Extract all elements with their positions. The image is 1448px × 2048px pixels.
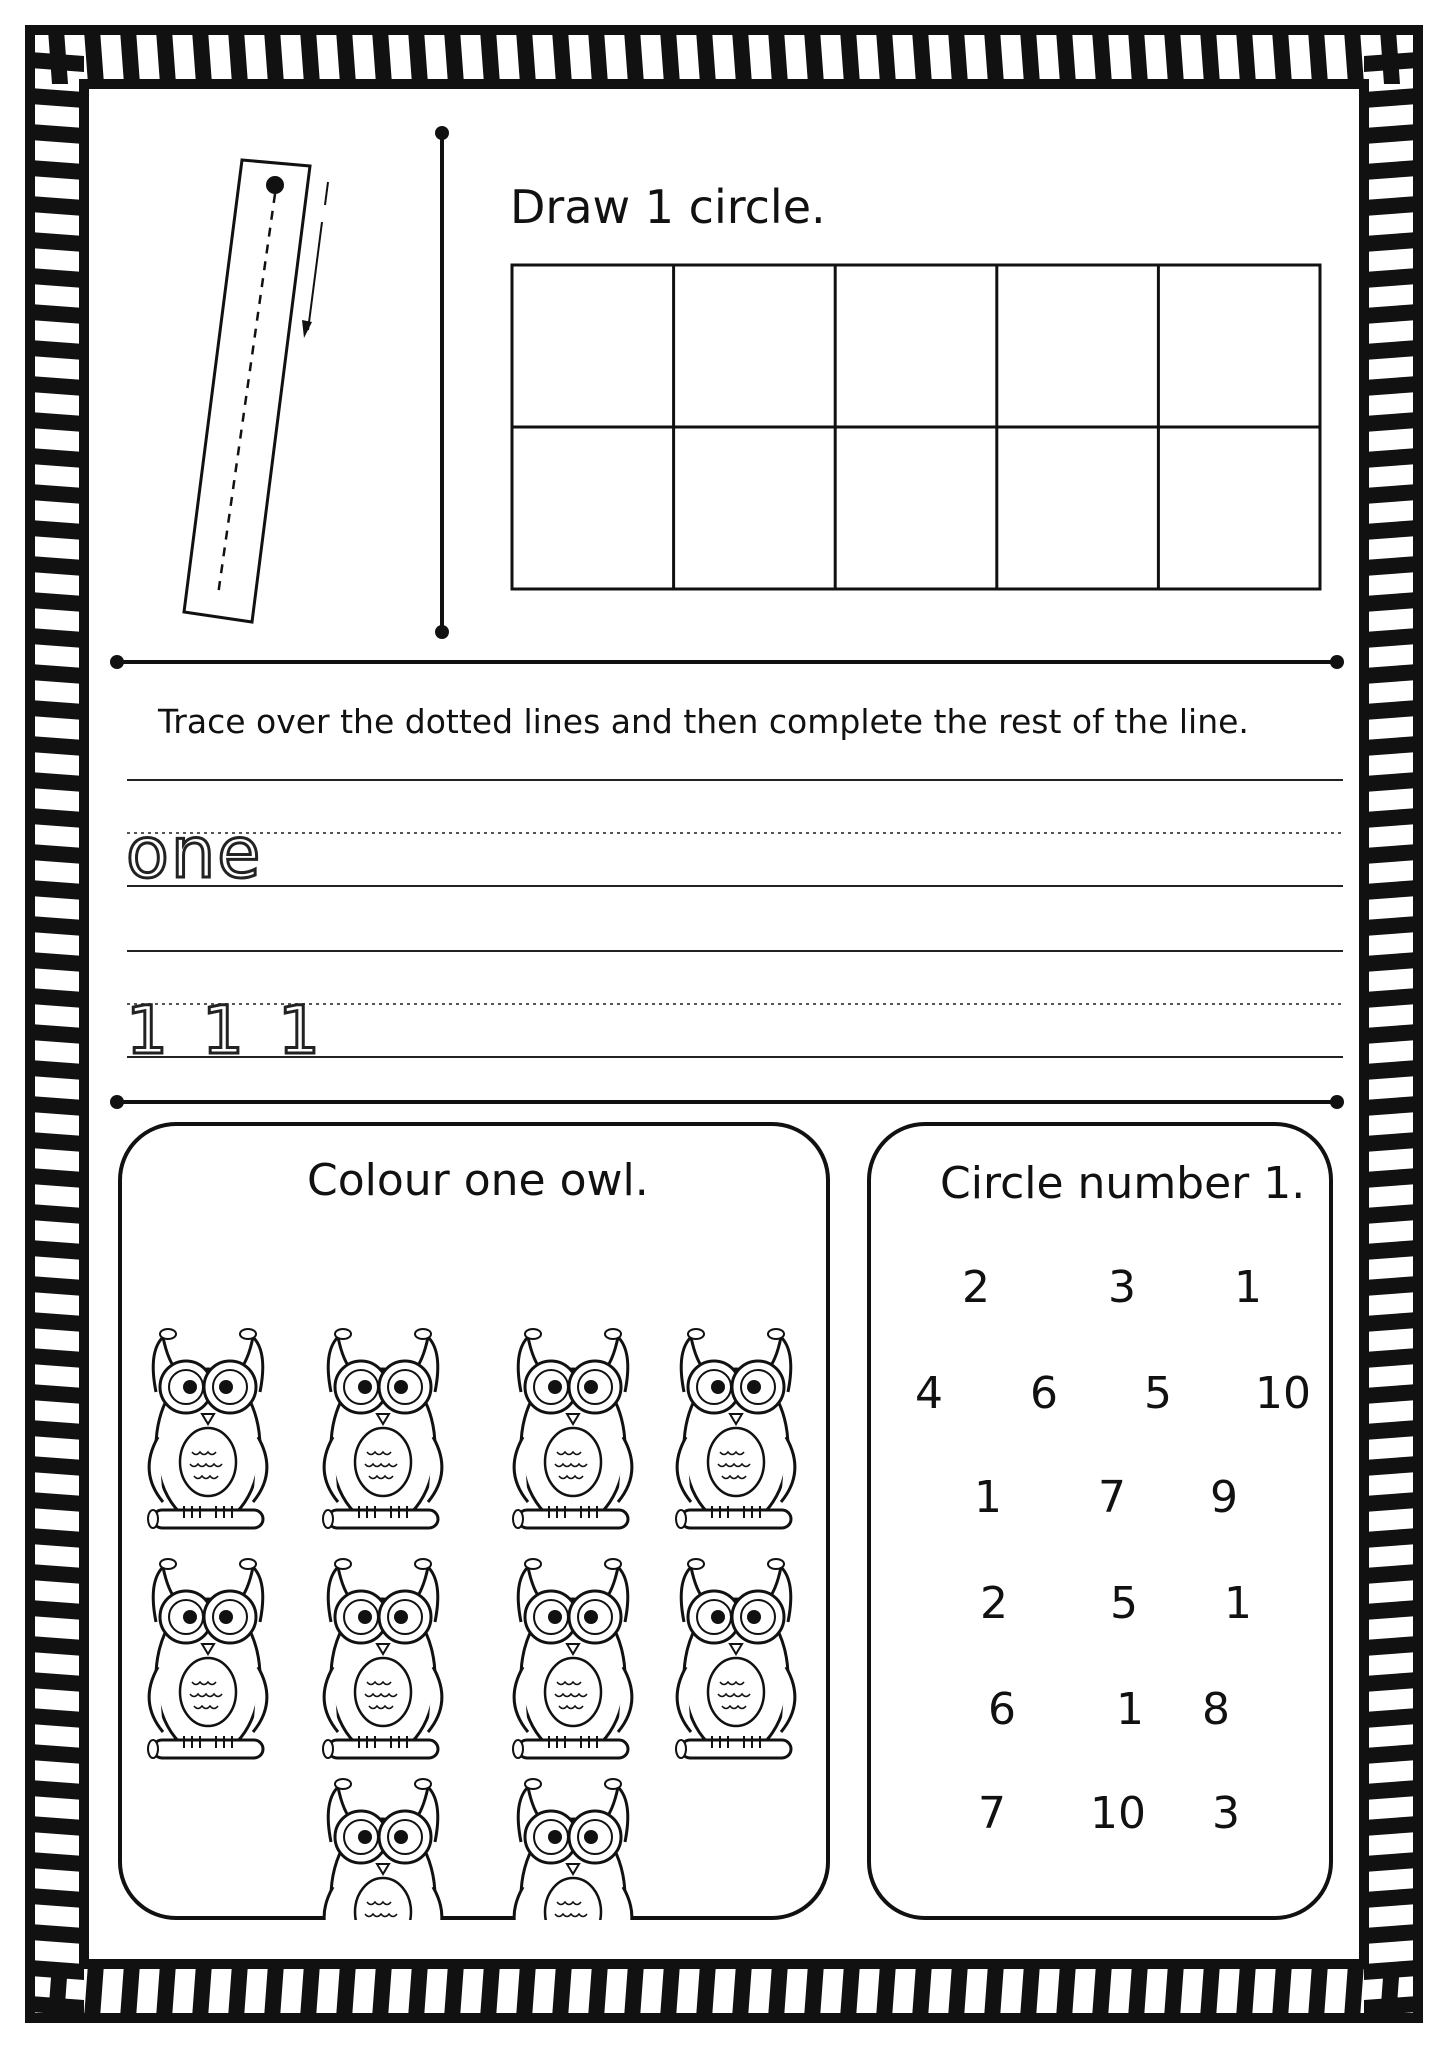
owl-grid — [118, 1122, 830, 1920]
number-choice[interactable]: 6 — [1030, 1368, 1058, 1419]
owl-icon[interactable] — [323, 1559, 442, 1758]
circle-number-title: Circle number 1. — [940, 1158, 1306, 1209]
number-choice[interactable]: 1 — [974, 1472, 1002, 1523]
number-choice[interactable]: 10 — [1090, 1788, 1146, 1839]
number-one-tracing-strip — [180, 150, 350, 630]
owl-icon[interactable] — [676, 1329, 795, 1528]
number-choice[interactable]: 5 — [1110, 1578, 1138, 1629]
owl-icon[interactable] — [323, 1779, 442, 1920]
number-choice[interactable]: 8 — [1202, 1684, 1230, 1735]
number-choice[interactable]: 5 — [1144, 1368, 1172, 1419]
number-choice[interactable]: 7 — [978, 1788, 1006, 1839]
owl-icon[interactable] — [513, 1559, 632, 1758]
owl-icon[interactable] — [323, 1329, 442, 1528]
trace-instruction: Trace over the dotted lines and then complete the rest of the line. — [158, 702, 1249, 741]
owl-icon[interactable] — [148, 1329, 267, 1528]
number-choice[interactable]: 4 — [915, 1368, 943, 1419]
number-choice[interactable]: 1 — [1116, 1684, 1144, 1735]
traced-digit-3: 1 — [278, 992, 320, 1069]
number-choice[interactable]: 3 — [1212, 1788, 1240, 1839]
draw-circle-instruction: Draw 1 circle. — [510, 180, 826, 234]
colour-owl-title: Colour one owl. — [307, 1155, 649, 1206]
ten-frame-grid[interactable] — [510, 263, 1322, 591]
horizontal-divider-top — [108, 652, 1346, 672]
horizontal-divider-bottom — [108, 1092, 1346, 1112]
number-choice[interactable]: 2 — [980, 1578, 1008, 1629]
owl-icon[interactable] — [676, 1559, 795, 1758]
number-choice[interactable]: 10 — [1255, 1368, 1311, 1419]
traced-digit-2: 1 — [202, 992, 244, 1069]
number-choice[interactable]: 1 — [1234, 1262, 1262, 1313]
owl-icon[interactable] — [513, 1329, 632, 1528]
number-choice[interactable]: 9 — [1210, 1472, 1238, 1523]
vertical-divider — [432, 125, 452, 640]
number-choice[interactable]: 2 — [962, 1262, 990, 1313]
traced-digit-1: 1 — [126, 992, 168, 1069]
number-choice[interactable]: 6 — [988, 1684, 1016, 1735]
number-choice[interactable]: 1 — [1224, 1578, 1252, 1629]
owl-icon[interactable] — [148, 1559, 267, 1758]
traced-word-one: one — [126, 812, 263, 894]
number-choice[interactable]: 3 — [1108, 1262, 1136, 1313]
owl-icon[interactable] — [513, 1779, 632, 1920]
number-choice[interactable]: 7 — [1098, 1472, 1126, 1523]
